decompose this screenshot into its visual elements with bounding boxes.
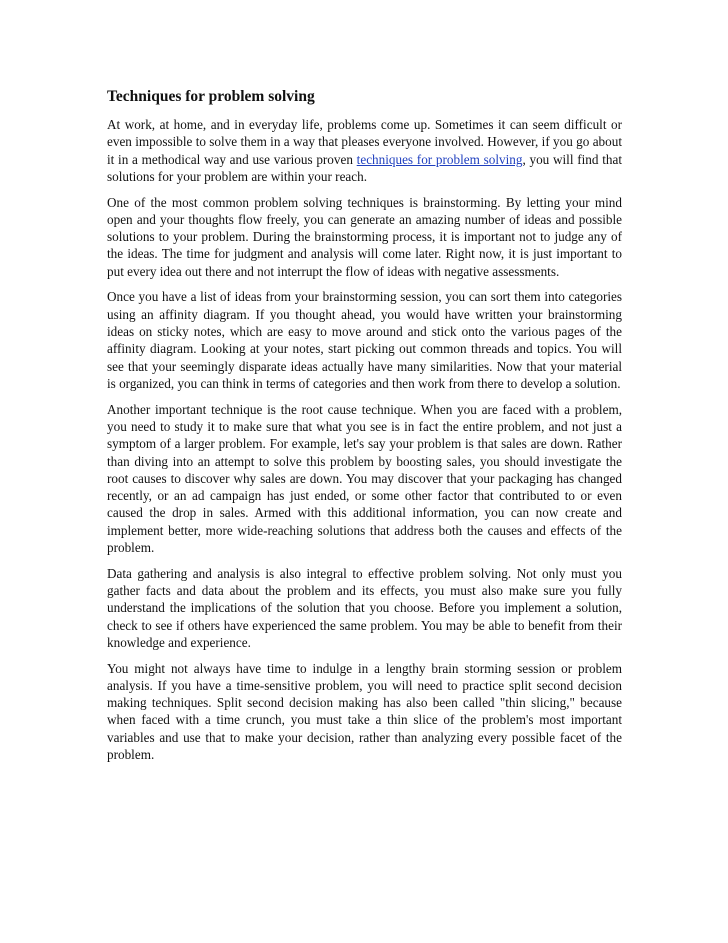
intro-text-after-link: , you will find that solutions for your problem are within your reach. xyxy=(107,151,622,184)
paragraph-data-gathering: Data gathering and analysis is also integral to effective problem solving. Not only must you gather facts and data about the problem and its effects, you must also make sure you fully understand the implications of the solution that you choose. Before you implement a solution, check to see if others have experienced the same problem. You may be able to benefit from their knowledge and experience. xyxy=(107,565,622,650)
paragraph-brainstorming: One of the most common problem solving techniques is brainstorming. By letting your mind open and your thoughts flow freely, you can generate an amazing number of ideas and possible solutions to your problem. During the brainstorming process, it is important not to judge any of the ideas. The time for judgment and analysis will come later. Right now, it is just important to put every idea out there and not interrupt the flow of ideas with negative assessments. xyxy=(107,194,622,279)
techniques-link[interactable]: techniques for problem solving xyxy=(356,151,523,167)
paragraph-split-second: You might not always have time to indulge in a lengthy brain storming session or problem analysis. If you have a time-sensitive problem, you will need to practice split second decision making techniques. Split second decision making has also been called "thin slicing," because when faced with a time crunch, you must take a thin slice of the problem's most important variables and use that to make your decision, rather than analyzing every possible facet of the problem. xyxy=(107,660,622,763)
paragraph-affinity-diagram: Once you have a list of ideas from your brainstorming session, you can sort them into categories using an affinity diagram. If you thought ahead, you would have written your brainstorming ideas on sticky notes, which are easy to move around and stick onto the various pages of the affinity diagram. Looking at your notes, start picking out common threads and topics. You will see that your seemingly disparate ideas actually have many similarities. Now that your material is organized, you can think in terms of categories and then work from there to develop a solution. xyxy=(107,289,622,391)
intro-text-before-link: At work, at home, and in everyday life, problems come up. Sometimes it can seem difficult or even impossible to solve them in a way that pleases everyone involved. However, if you go about it in a methodical way and use various proven xyxy=(107,117,622,167)
intro-paragraph xyxy=(107,116,622,185)
document-title: Techniques for problem solving xyxy=(107,88,315,105)
paragraph-root-cause: Another important technique is the root cause technique. When you are faced with a problem, you need to study it to make sure that what you see is in fact the entire problem, and not just a symptom of a larger problem. For example, let's say your problem is that sales are down. Rather than diving into an attempt to solve this problem by boosting sales, you should investigate the root causes to discover why sales are down. You may discover that your packaging has changed recently, or an ad campaign has just ended, or some other factor that contributed to or even caused the drop in sales. Armed with this additional information, you can now create and implement better, more wide-reaching solutions that address both the causes and effects of the problem. xyxy=(107,401,622,555)
document-page xyxy=(107,88,622,772)
